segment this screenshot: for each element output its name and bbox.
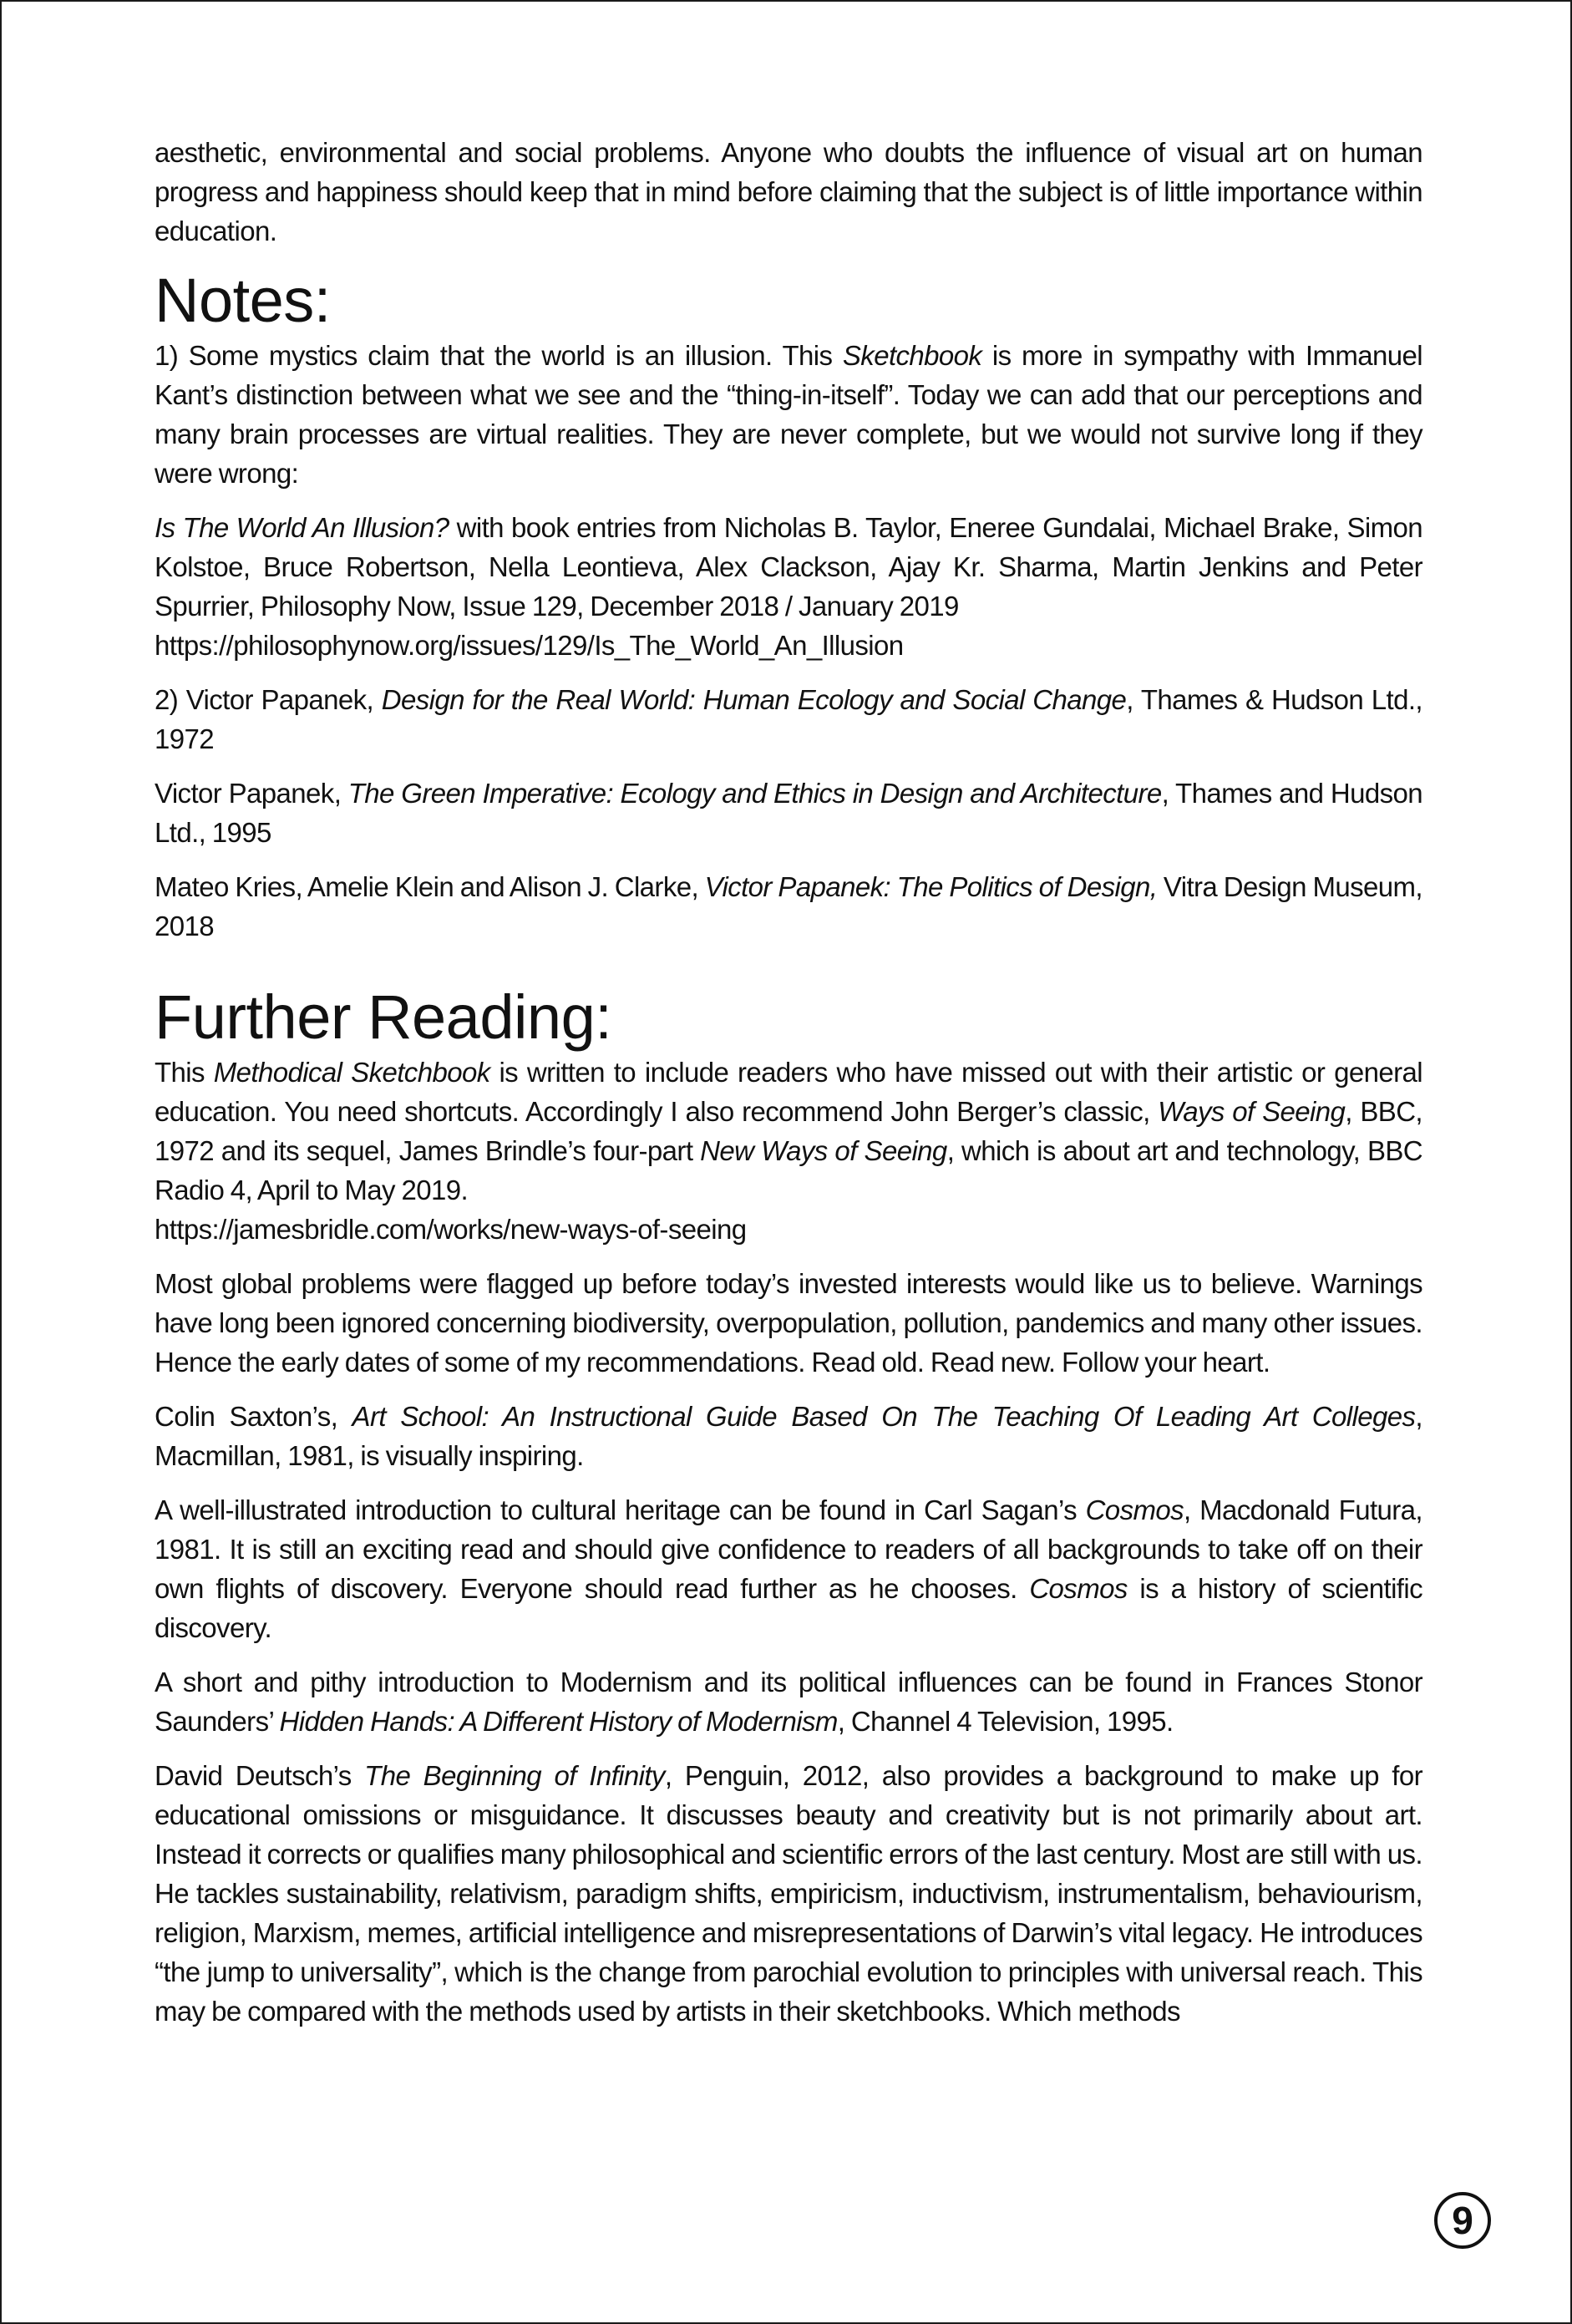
further-reading-p4 [155, 1490, 1422, 1647]
note-1 [155, 336, 1422, 493]
p1-italic-new-ways-of-seeing: New Ways of Seeing [700, 1135, 947, 1166]
reference-3-authors: Mateo Kries, Amelie Klein and Alison J. Clarke, [155, 871, 705, 902]
p5-text: A short and pithy introduction to Modernism and its political influences can be found in Frances Stonor Saunders’ [155, 1667, 1422, 1737]
note-2-reference-2 [155, 774, 1422, 852]
further-reading-p3 [155, 1397, 1422, 1475]
note-1-text-cont: is more in sympathy with Immanuel Kant’s distinction between what we see and the “thing-in-itself”. Today we can add that our perceptions and many brain processes are virtual realities. They are never complete, but we would not survive long if they were wrong: [155, 340, 1422, 489]
p4-text-end: is a history of scientific discovery. [155, 1573, 1422, 1643]
note-1-text: 1) Some mystics claim that the world is an illusion. This [155, 340, 843, 371]
p3-italic-title: Art School: An Instructional Guide Based On The Teaching Of Leading Art Colleges [352, 1401, 1416, 1432]
note-1-reference [155, 508, 1422, 626]
p3-publisher: , Macmillan, 1981, is visually inspiring. [155, 1401, 1422, 1471]
p4-text: A well-illustrated introduction to cultural heritage can be found in Carl Sagan’s [155, 1494, 1086, 1525]
further-reading-p1 [155, 1053, 1422, 1210]
p1-text-cont-2: , BBC, 1972 and its sequel, James Brindle’s four-part [155, 1096, 1423, 1166]
intro-paragraph [155, 133, 1422, 251]
jamesbridle-url-link[interactable]: https://jamesbridle.com/works/new-ways-of-seeing [155, 1214, 747, 1245]
p1-italic-methodical-sketchbook: Methodical Sketchbook [213, 1057, 490, 1088]
further-reading-p5 [155, 1662, 1422, 1741]
note-2-publisher: , Thames & Hudson Ltd., 1972 [155, 684, 1422, 754]
p4-italic-cosmos: Cosmos [1085, 1494, 1184, 1525]
p4-italic-cosmos-2: Cosmos [1029, 1573, 1128, 1604]
p1-text-cont: is written to include readers who have missed out with their artistic or general education. You need shortcuts. Accordingly I also recommend John Berger’s classic, [155, 1057, 1423, 1127]
further-reading-p1-url [155, 1210, 1422, 1249]
p5-text-end: , Channel 4 Television, 1995. [837, 1706, 1174, 1737]
further-reading-heading: Further Reading: [155, 982, 612, 1052]
note-2-author: 2) Victor Papanek, [155, 684, 382, 715]
reference-3-italic-title: Victor Papanek: The Politics of Design, [704, 871, 1158, 902]
reference-2-author: Victor Papanek, [155, 778, 348, 809]
p4-text-cont: , Macdonald Futura, 1981. It is still an exciting read and should give confidence to readers of all backgrounds to take off on their own flights of discovery. Everyone should read further as he chooses. [155, 1494, 1423, 1604]
reference-3-publisher: Vitra Design Museum, 2018 [155, 871, 1422, 941]
note-2-reference-3 [155, 867, 1422, 946]
p1-text-end: , which is about art and technology, BBC Radio 4, April to May 2019. [155, 1135, 1423, 1205]
reference-url-link[interactable]: https://philosophynow.org/issues/129/Is_The_World_An_Illusion [155, 630, 904, 661]
reference-title: Is The World An Illusion? [155, 512, 449, 543]
reference-details: with book entries from Nicholas B. Taylor, Eneree Gundalai, Michael Brake, Simon Kolstoe, Bruce Robertson, Nella Leontieva, Alex Clackson, Ajay Kr. Sharma, Martin Jenkins and Peter Spurrier, Philosophy Now, Issue 129, December 2018 / January 2019 [155, 512, 1422, 622]
further-reading-p6 [155, 1756, 1422, 2031]
page-content [155, 133, 1422, 2046]
page-number-badge [1434, 2192, 1491, 2249]
p2-text: Most global problems were flagged up before today’s invested interests would like us to believe. Warnings have long been ignored concerning biodiversity, overpopulation, pollution, pandemics and many other issues. Hence the early dates of some of my recommendations. Read old. Read new. Follow your heart. [155, 1268, 1422, 1378]
p3-author: Colin Saxton’s, [155, 1401, 352, 1432]
p1-text: This [155, 1057, 214, 1088]
p6-italic-title: The Beginning of Infinity [364, 1760, 665, 1791]
p5-italic-title: Hidden Hands: A Different History of Modernism [279, 1706, 838, 1737]
further-reading-p2 [155, 1264, 1422, 1382]
note-2 [155, 680, 1422, 759]
note-1-italic-title: Sketchbook [842, 340, 982, 371]
notes-heading: Notes: [155, 266, 331, 335]
p6-text: , Penguin, 2012, also provides a background to make up for educational omissions or misguidance. It discusses beauty and creativity but is not primarily about art. Instead it corrects or qualifies many philosophical and scientific errors of the last century. Most are still with us. He tackles sustainability, relativism, paradigm shifts, empiricism, inductivism, instrumentalism, behaviourism, religion, Marxism, memes, artificial intelligence and misrepresentations of Darwin’s vital legacy. He introduces “the jump to universality”, which is the change from parochial evolution to principles with universal reach. This may be compared with the methods used by artists in their sketchbooks. Which methods [155, 1760, 1423, 2027]
reference-2-italic-title: The Green Imperative: Ecology and Ethics in Design and Architecture [347, 778, 1162, 809]
reference-2-publisher: , Thames and Hudson Ltd., 1995 [155, 778, 1422, 848]
note-2-italic-title: Design for the Real World: Human Ecology and Social Change [381, 684, 1127, 715]
intro-text: aesthetic, environmental and social problems. Anyone who doubts the influence of visual art on human progress and happiness should keep that in mind before claiming that the subject is of little importance within education. [155, 137, 1422, 246]
page-number: 9 [1452, 2199, 1473, 2242]
p1-italic-ways-of-seeing: Ways of Seeing [1158, 1096, 1346, 1127]
p6-author: David Deutsch’s [155, 1760, 365, 1791]
note-1-url [155, 626, 1422, 665]
